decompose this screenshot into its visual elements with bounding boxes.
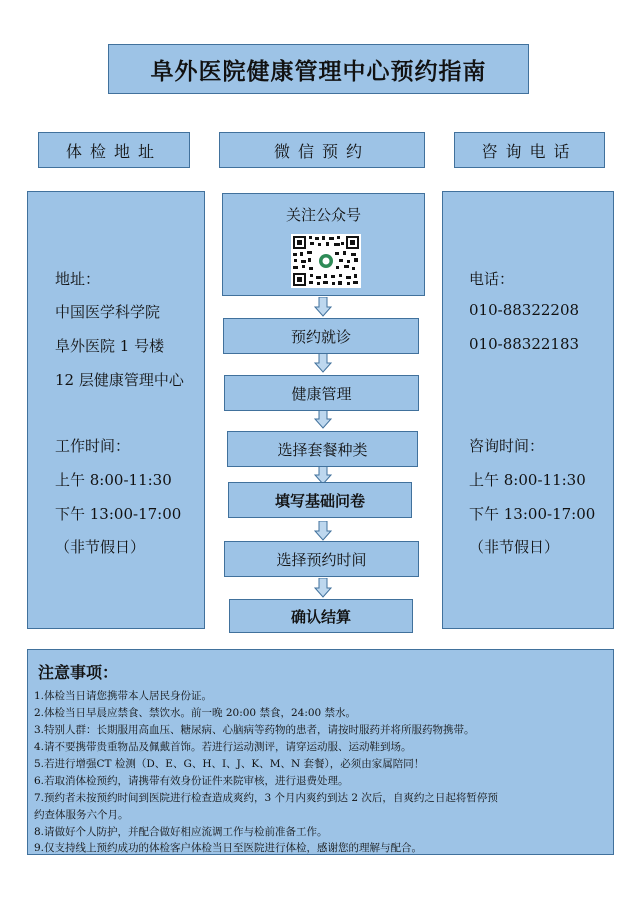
header-address: 体检地址 bbox=[38, 132, 190, 168]
page-title: 阜外医院健康管理中心预约指南 bbox=[108, 44, 529, 94]
note-item: 7.预约者未按预约时间到医院进行检查造成爽约，3 个月内爽约到达 2 次后，自爽约之日起将暂停预 bbox=[34, 792, 498, 804]
consult-hours-note: （非节假日） bbox=[469, 538, 560, 556]
step-choose-time: 选择预约时间 bbox=[224, 541, 419, 577]
down-arrow-icon bbox=[314, 578, 332, 598]
step-health-management: 健康管理 bbox=[224, 375, 419, 411]
work-hours-note: （非节假日） bbox=[55, 538, 146, 556]
note-item: 5.若进行增强CT 检测（D、E、G、H、I、J、K、M、N 套餐），必须由家属陪同！ bbox=[34, 758, 425, 770]
step-book-visit: 预约就诊 bbox=[223, 318, 419, 354]
phone-label: 电话： bbox=[469, 270, 515, 288]
note-item: 4.请不要携带贵重物品及佩戴首饰。若进行运动测评，请穿运动服、运动鞋到场。 bbox=[34, 741, 412, 753]
phone-number[interactable]: 010-88322208 bbox=[469, 301, 580, 319]
down-arrow-icon bbox=[314, 409, 332, 429]
note-item: 1.体检当日请您携带本人居民身份证。 bbox=[34, 690, 213, 702]
step-fill-questionnaire: 填写基础问卷 bbox=[228, 482, 412, 518]
address-line: 12 层健康管理中心 bbox=[55, 371, 184, 389]
consult-hours-label: 咨询时间： bbox=[469, 437, 545, 455]
notes-panel bbox=[27, 649, 614, 855]
work-hours-label: 工作时间： bbox=[55, 437, 131, 455]
header-wechat-booking: 微信预约 bbox=[219, 132, 425, 168]
address-line: 阜外医院 1 号楼 bbox=[55, 337, 165, 355]
down-arrow-icon bbox=[314, 521, 332, 541]
consult-hours-pm: 下午 13:00-17:00 bbox=[469, 505, 596, 523]
note-item: 6.若取消体检预约，请携带有效身份证件来院审核，进行退费处理。 bbox=[34, 775, 349, 787]
phone-number[interactable]: 010-88322183 bbox=[469, 335, 580, 353]
work-hours-pm: 下午 13:00-17:00 bbox=[55, 505, 182, 523]
step-confirm-payment: 确认结算 bbox=[229, 599, 413, 633]
down-arrow-icon bbox=[314, 353, 332, 373]
address-line: 中国医学科学院 bbox=[55, 303, 161, 321]
note-item: 3.特别人群：长期服用高血压、糖尿病、心脑病等药物的患者，请按时服药并将所服药物携带。 bbox=[34, 724, 475, 736]
consult-hours-am: 上午 8:00-11:30 bbox=[469, 471, 586, 489]
note-item: 8.请做好个人防护，并配合做好相应流调工作与检前准备工作。 bbox=[34, 826, 328, 838]
down-arrow-icon bbox=[314, 297, 332, 317]
wechat-qr-code-icon[interactable] bbox=[291, 234, 361, 288]
note-item-continued: 约查体服务六个月。 bbox=[34, 809, 129, 821]
address-panel bbox=[27, 191, 205, 629]
notes-title: 注意事项： bbox=[38, 663, 119, 682]
step-follow-account bbox=[222, 193, 425, 296]
work-hours-am: 上午 8:00-11:30 bbox=[55, 471, 172, 489]
note-item: 2.体检当日早晨应禁食、禁饮水。前一晚 20:00 禁食，24:00 禁水。 bbox=[34, 707, 357, 719]
phone-panel bbox=[442, 191, 614, 629]
header-phone: 咨询电话 bbox=[454, 132, 605, 168]
step-follow-account-label: 关注公众号 bbox=[285, 206, 361, 224]
step-choose-package: 选择套餐种类 bbox=[227, 431, 418, 467]
note-item: 9.仅支持线上预约成功的体检客户体检当日至医院进行体检，感谢您的理解与配合。 bbox=[34, 842, 423, 854]
address-label: 地址： bbox=[55, 270, 101, 288]
